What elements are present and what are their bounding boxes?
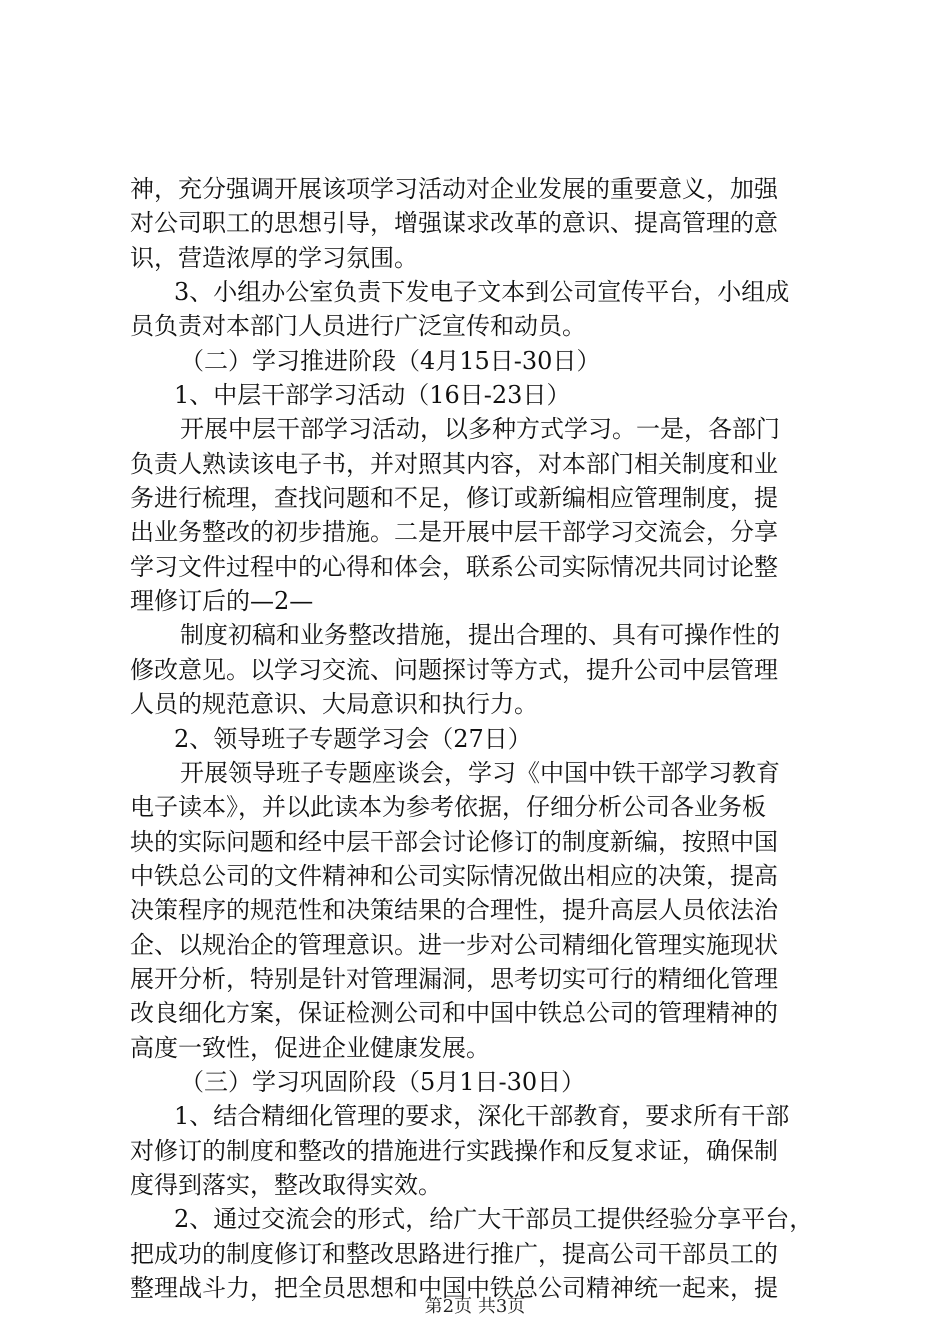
document-body: [130, 172, 830, 1305]
section-heading: （二）学习推进阶段（4月15日-30日）: [180, 346, 601, 375]
subsection-heading: 2、领导班子专题学习会（27日）: [174, 724, 532, 753]
text-line: 电子读本》，并以此读本为参考依据，仔细分析公司各业务板: [130, 793, 766, 822]
page-number-footer: 第2页 共3页: [424, 1296, 526, 1317]
text-line: 把成功的制度修订和整改思路进行推广，提高公司干部员工的: [130, 1239, 778, 1268]
text-line: 对修订的制度和整改的措施进行实践操作和反复求证，确保制: [130, 1136, 778, 1165]
text-line: 展开分析，特别是针对管理漏洞，思考切实可行的精细化管理: [130, 964, 778, 993]
text-line: 神，充分强调开展该项学习活动对企业发展的重要意义，加强: [130, 175, 778, 203]
text-line: 块的实际问题和经中层干部会讨论修订的制度新编，按照中国: [130, 827, 778, 856]
text-line: 开展中层干部学习活动，以多种方式学习。一是，各部门: [180, 415, 780, 444]
subsection-heading: 1、中层干部学习活动（16日-23日）: [174, 381, 571, 410]
text-line: 高度一致性，促进企业健康发展。: [130, 1033, 490, 1062]
text-line: 对公司职工的思想引导，增强谋求改革的意识、提高管理的意: [130, 209, 778, 238]
text-line: 理修订后的—2—: [130, 587, 314, 616]
text-line: 学习文件过程中的心得和体会，联系公司实际情况共同讨论整: [130, 552, 778, 581]
text-line: 出业务整改的初步措施。二是开展中层干部学习交流会，分享: [130, 518, 778, 547]
text-line: 制度初稿和业务整改措施，提出合理的、具有可操作性的: [180, 621, 780, 650]
text-line: 开展领导班子专题座谈会，学习《中国中铁干部学习教育: [180, 758, 780, 787]
text-line: 中铁总公司的文件精神和公司实际情况做出相应的决策，提高: [130, 861, 778, 890]
text-line: 企、以规治企的管理意识。进一步对公司精细化管理实施现状: [130, 930, 778, 959]
text-line: 改良细化方案，保证检测公司和中国中铁总公司的管理精神的: [130, 999, 778, 1028]
text-line: 决策程序的规范性和决策结果的合理性，提升高层人员依法治: [130, 896, 778, 925]
text-line: 负责人熟读该电子书，并对照其内容，对本部门相关制度和业: [130, 449, 778, 478]
text-line: 人员的规范意识、大局意识和执行力。: [130, 690, 538, 719]
section-heading: （三）学习巩固阶段（5月1日-30日）: [180, 1067, 586, 1096]
text-line: 修改意见。以学习交流、问题探讨等方式，提升公司中层管理: [130, 655, 778, 684]
text-line: 3、小组办公室负责下发电子文本到公司宣传平台，小组成: [174, 278, 790, 307]
text-line: 员负责对本部门人员进行广泛宣传和动员。: [130, 312, 586, 341]
text-line: 1、结合精细化管理的要求，深化干部教育，要求所有干部: [174, 1102, 790, 1131]
text-line: 度得到落实，整改取得实效。: [130, 1170, 442, 1199]
text-line: 2、通过交流会的形式，给广大干部员工提供经验分享平台，: [174, 1205, 814, 1234]
text-line: 务进行梳理，查找问题和不足，修订或新编相应管理制度，提: [130, 484, 778, 513]
text-line: 识，营造浓厚的学习氛围。: [130, 243, 418, 272]
text-line: 整理战斗力，把全员思想和中国中铁总公司精神统一起来，提: [130, 1274, 778, 1302]
